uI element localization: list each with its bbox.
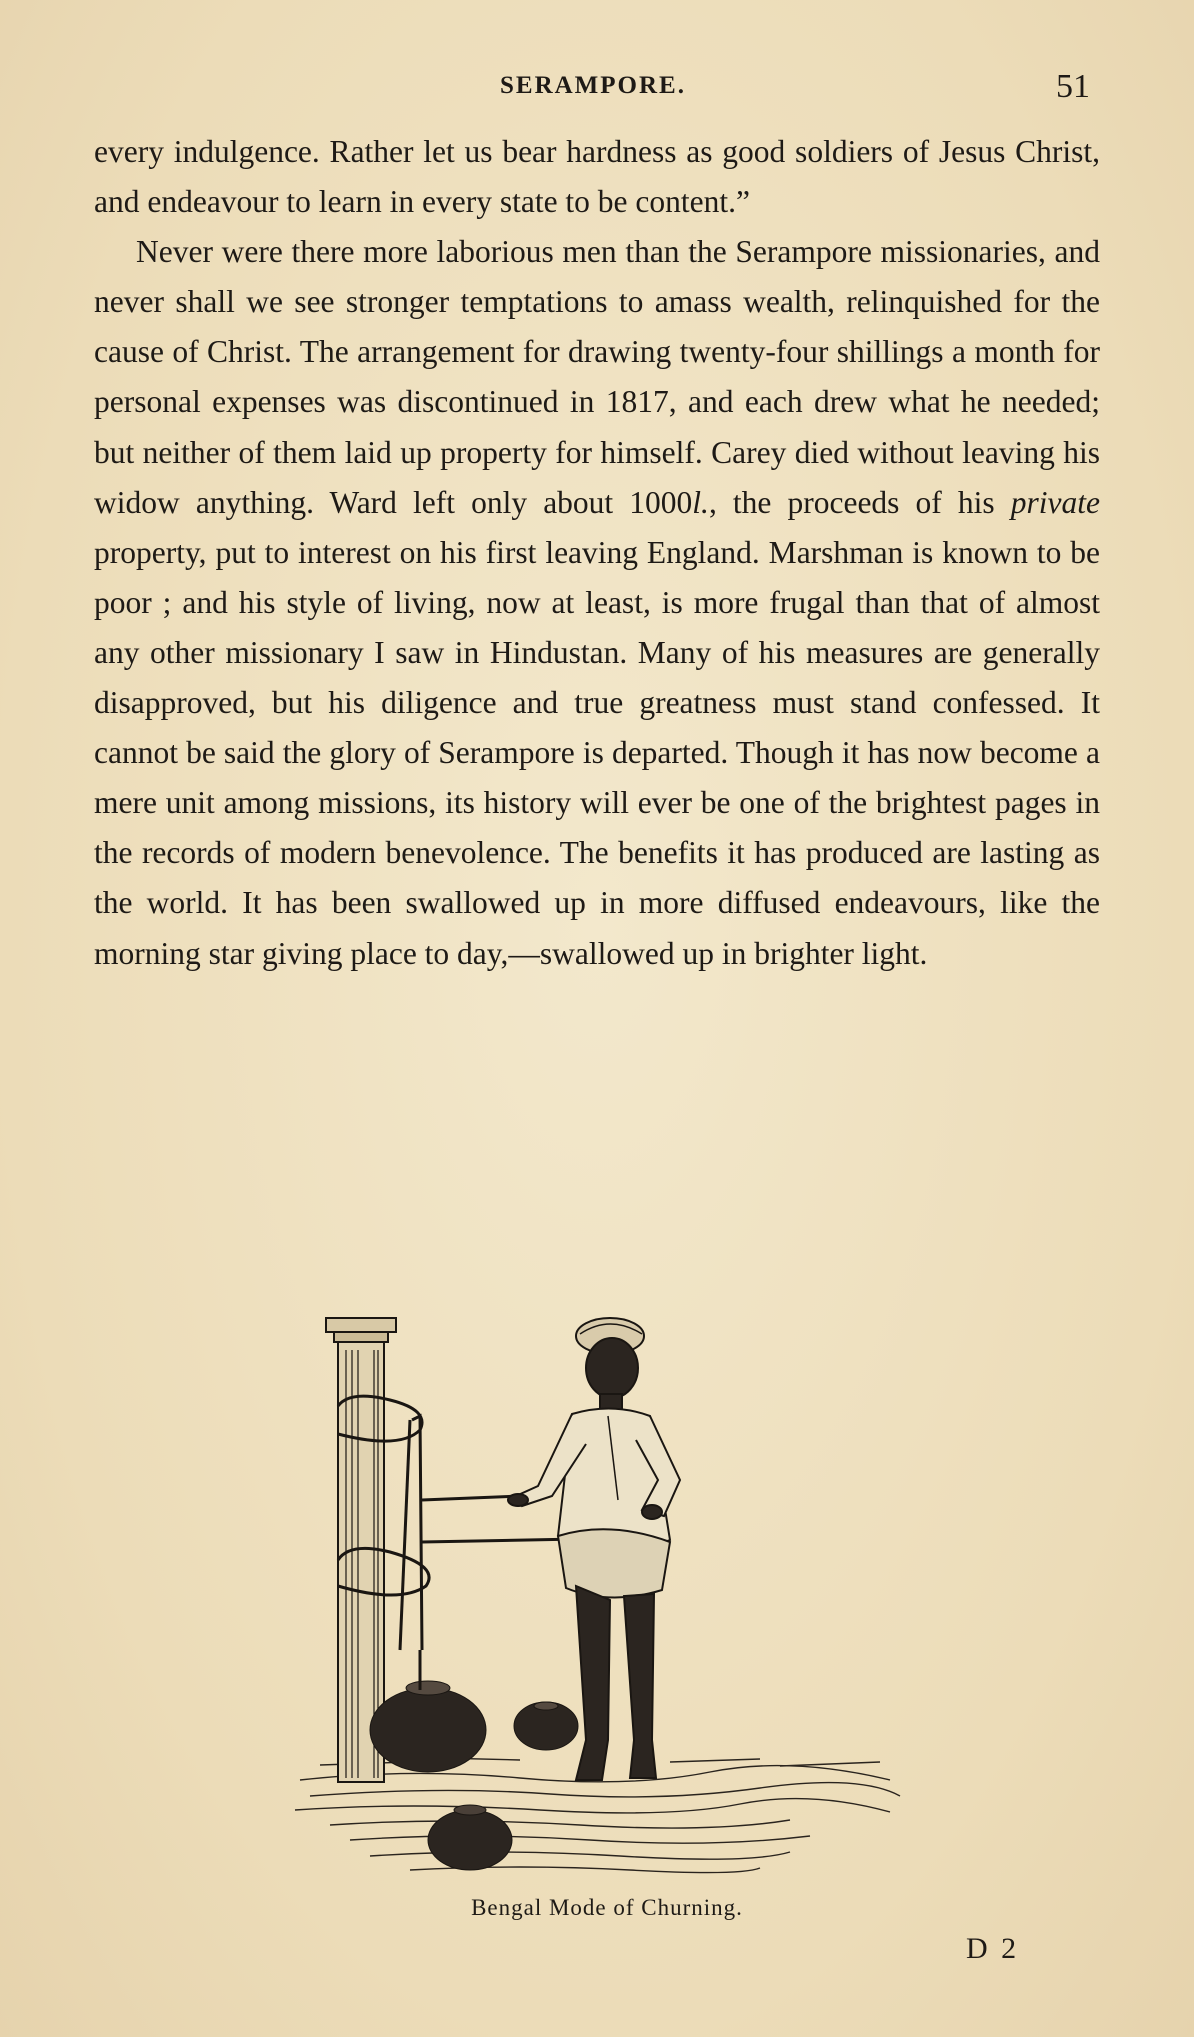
body-text: [94, 127, 1100, 979]
paragraph-2: [94, 227, 1100, 978]
signature-mark: D 2: [966, 1932, 1020, 1965]
running-title: SERAMPORE.: [500, 72, 686, 99]
small-pot-icon: [514, 1702, 578, 1750]
paragraph-1: every indulgence. Rather let us bear hardness as good soldiers of Jesus Christ, and endeavour to learn in every state to be content.”: [94, 134, 1100, 220]
paragraph-2-pound-sign: l.: [692, 484, 709, 520]
paragraph-2-part-b: , the proceeds of his: [708, 484, 1011, 520]
page-number: 51: [1056, 68, 1090, 105]
paragraph-2-part-c: property, put to interest on his first leaving England. Marshman is known to be poor ; and his style of living, now at least, is more frugal than that of almost any other missionary I saw in Hindustan. Many of his measures are generally disapproved, but his diligence and true greatness must stand confessed. It cannot be said the glory of Serampore is departed. Though it has now become a mere unit among missions, its history will ever be one of the brightest pages in the records of modern benevolence. The benefits it has produced are lasting as the world. It has been swallowed up in more diffused endeavours, like the morning star giving place to day,—swallowed up in brighter light.: [94, 534, 1100, 971]
paragraph-2-part-a: Never were there more laborious men than the Serampore missionaries, and never shall we see stronger temptations to amass wealth, relinquished for the cause of Christ. The arrangement for drawing twenty-four shillings a month for personal expenses was discontinued in 1817, and each drew what he needed; but neither of them laid up property for himself. Carey died without leaving his widow anything. Ward left only about 1000: [94, 234, 1100, 520]
churning-engraving: [290, 1310, 910, 1880]
running-head: [0, 68, 1194, 108]
figure-caption: Bengal Mode of Churning.: [471, 1895, 743, 1920]
pot-front-icon: [428, 1805, 512, 1870]
churning-pot-icon: [370, 1650, 486, 1772]
paragraph-2-emphasis-private: private: [1010, 484, 1100, 520]
